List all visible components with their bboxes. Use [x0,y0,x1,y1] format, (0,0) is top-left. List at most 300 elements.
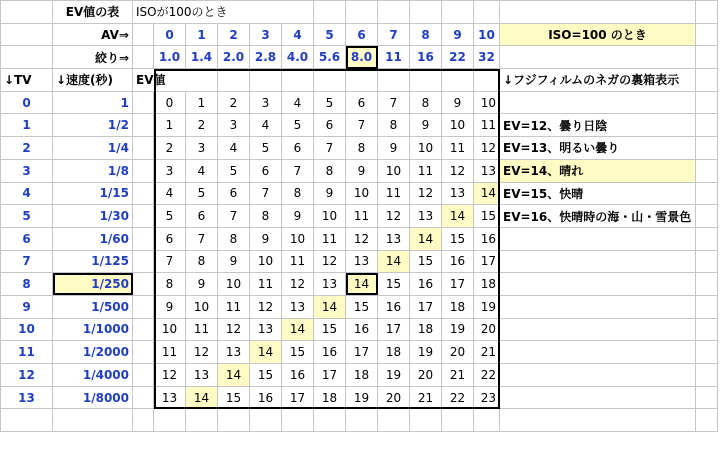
ev-value[interactable]: 15 [282,341,314,364]
ev-value[interactable]: 20 [442,341,474,364]
ev-value[interactable]: 7 [218,205,250,228]
empty-cell[interactable] [346,409,378,432]
tv-value[interactable]: 13 [1,386,53,409]
empty-cell[interactable] [378,69,410,92]
empty-cell[interactable] [696,91,718,114]
empty-cell[interactable] [133,159,154,182]
ev-value[interactable]: 10 [346,182,378,205]
ev-value[interactable]: 8 [218,227,250,250]
ev-value[interactable]: 16 [442,250,474,273]
ev-value[interactable]: 7 [154,250,186,273]
aperture-value[interactable]: 22 [442,46,474,69]
ev-value[interactable]: 18 [410,318,442,341]
empty-cell[interactable] [133,205,154,228]
note-cell[interactable] [500,341,696,364]
ev-value[interactable]: 5 [250,137,282,160]
sheet-subtitle[interactable]: ISOが100のとき [133,1,314,24]
ev-value[interactable]: 18 [346,364,378,387]
ev-value[interactable]: 5 [186,182,218,205]
ev-value[interactable]: 3 [250,91,282,114]
ev-value[interactable]: 10 [282,227,314,250]
empty-cell[interactable] [410,69,442,92]
empty-cell[interactable] [133,295,154,318]
empty-cell[interactable] [696,318,718,341]
ev-value[interactable]: 14 [474,182,500,205]
ev-value[interactable]: 8 [250,205,282,228]
ev-value[interactable]: 10 [410,137,442,160]
ev-value[interactable]: 3 [154,159,186,182]
ev-value[interactable]: 5 [314,91,346,114]
empty-cell[interactable] [133,273,154,296]
ev-value[interactable]: 18 [474,273,500,296]
speed-value[interactable]: 1/4000 [53,364,133,387]
ev-value[interactable]: 14 [410,227,442,250]
empty-cell[interactable] [696,46,718,69]
ev-value[interactable]: 18 [442,295,474,318]
ev-value[interactable]: 4 [154,182,186,205]
ev-value[interactable]: 7 [282,159,314,182]
ev-value[interactable]: 12 [346,227,378,250]
empty-cell[interactable] [1,1,53,24]
empty-cell[interactable] [186,409,218,432]
ev-value[interactable]: 11 [314,227,346,250]
ev-value[interactable]: 14 [250,341,282,364]
empty-cell[interactable] [218,69,250,92]
empty-cell[interactable] [696,295,718,318]
empty-cell[interactable] [442,409,474,432]
ev-value[interactable]: 11 [218,295,250,318]
empty-cell[interactable] [346,1,378,24]
ev-value[interactable]: 19 [410,341,442,364]
ev-value[interactable]: 13 [186,364,218,387]
aperture-value[interactable]: 4.0 [282,46,314,69]
empty-cell[interactable] [133,386,154,409]
ev-value[interactable]: 12 [314,250,346,273]
ev-value[interactable]: 9 [154,295,186,318]
empty-cell[interactable] [133,318,154,341]
empty-cell[interactable] [696,182,718,205]
ev-value[interactable]: 4 [250,114,282,137]
aperture-row [1,46,718,69]
ev-value[interactable]: 16 [314,341,346,364]
aperture-value[interactable]: 16 [410,46,442,69]
ev-value[interactable]: 12 [474,137,500,160]
ev-value[interactable]: 11 [250,273,282,296]
ev-value[interactable]: 8 [314,159,346,182]
ev-value[interactable]: 12 [442,159,474,182]
ev-value[interactable]: 13 [282,295,314,318]
aperture-value[interactable]: 2.8 [250,46,282,69]
empty-cell[interactable] [378,409,410,432]
ev-value[interactable]: 17 [474,250,500,273]
ev-value[interactable]: 9 [314,182,346,205]
empty-cell[interactable] [133,250,154,273]
ev-value[interactable]: 8 [378,114,410,137]
note-cell[interactable]: EV=15、快晴 [500,182,696,205]
ev-value[interactable]: 15 [250,364,282,387]
speed-value[interactable]: 1/2000 [53,341,133,364]
tv-value[interactable]: 9 [1,295,53,318]
ev-value[interactable]: 22 [442,386,474,409]
ev-value[interactable]: 16 [250,386,282,409]
empty-cell[interactable] [474,409,500,432]
ev-value[interactable]: 17 [346,341,378,364]
empty-cell[interactable] [696,23,718,46]
speed-value[interactable]: 1/15 [53,182,133,205]
av-label[interactable]: AV⇒ [53,23,133,46]
empty-cell[interactable] [133,409,154,432]
ev-value[interactable]: 6 [346,91,378,114]
empty-cell[interactable] [696,227,718,250]
tv-value[interactable]: 10 [1,318,53,341]
note-cell[interactable]: EV=12、曇り日陰 [500,114,696,137]
ev-value[interactable]: 14 [186,386,218,409]
ev-value[interactable]: 7 [186,227,218,250]
ev-value[interactable]: 14 [442,205,474,228]
speed-value[interactable]: 1/1000 [53,318,133,341]
ev-value[interactable]: 20 [474,318,500,341]
empty-cell[interactable] [314,409,346,432]
empty-cell[interactable] [250,69,282,92]
speed-value[interactable]: 1/30 [53,205,133,228]
ev-value[interactable]: 16 [346,318,378,341]
ev-value[interactable]: 2 [186,114,218,137]
ev-value[interactable]: 10 [186,295,218,318]
empty-cell[interactable] [133,46,154,69]
ev-value[interactable]: 12 [218,318,250,341]
fuji-header[interactable]: ↓フジフィルムのネガの裏箱表示 [500,69,696,92]
speed-value[interactable]: 1/125 [53,250,133,273]
ev-value[interactable]: 4 [186,159,218,182]
tv-value[interactable]: 3 [1,159,53,182]
empty-cell[interactable] [696,250,718,273]
ev-value[interactable]: 0 [154,91,186,114]
aperture-label[interactable]: 絞り⇒ [53,46,133,69]
ev-value[interactable]: 22 [474,364,500,387]
ev-value[interactable]: 15 [474,205,500,228]
speed-header[interactable]: ↓速度(秒) [53,69,133,92]
ev-value[interactable]: 3 [186,137,218,160]
speed-value[interactable]: 1/500 [53,295,133,318]
ev-value[interactable]: 19 [442,318,474,341]
empty-cell[interactable] [500,46,696,69]
ev-value[interactable]: 13 [218,341,250,364]
av-value[interactable]: 3 [250,23,282,46]
ev-value[interactable]: 13 [314,273,346,296]
note-cell[interactable]: EV=16、快晴時の海・山・雪景色 [500,205,696,228]
ev-value[interactable]: 21 [442,364,474,387]
ev-value[interactable]: 16 [282,364,314,387]
sheet-title[interactable]: EV値の表 [53,1,133,24]
empty-cell[interactable] [133,91,154,114]
ev-value[interactable]: 19 [378,364,410,387]
empty-cell[interactable] [696,159,718,182]
tv-value[interactable]: 11 [1,341,53,364]
ev-value[interactable]: 14 [282,318,314,341]
ev-value[interactable]: 10 [474,91,500,114]
ev-value[interactable]: 9 [346,159,378,182]
empty-cell[interactable] [410,409,442,432]
tv-value[interactable]: 7 [1,250,53,273]
iso-label[interactable]: ISO=100 のとき [500,23,696,46]
ev-value[interactable]: 1 [154,114,186,137]
ev-value[interactable]: 15 [314,318,346,341]
empty-cell[interactable] [696,205,718,228]
ev-header[interactable]: EV値 [133,69,218,92]
note-cell[interactable] [500,386,696,409]
ev-value[interactable]: 13 [474,159,500,182]
ev-value[interactable]: 11 [410,159,442,182]
ev-value[interactable]: 11 [282,250,314,273]
tv-value[interactable]: 1 [1,114,53,137]
empty-cell[interactable] [500,409,696,432]
aperture-value[interactable]: 32 [474,46,500,69]
ev-value[interactable]: 20 [410,364,442,387]
ev-value[interactable]: 17 [442,273,474,296]
ev-value[interactable]: 10 [154,318,186,341]
note-cell[interactable] [500,250,696,273]
av-value[interactable]: 0 [154,23,186,46]
ev-value[interactable]: 9 [250,227,282,250]
av-value[interactable]: 2 [218,23,250,46]
ev-value[interactable]: 16 [474,227,500,250]
note-cell[interactable] [500,364,696,387]
ev-value[interactable]: 21 [474,341,500,364]
ev-value[interactable]: 7 [378,91,410,114]
ev-value[interactable]: 9 [186,273,218,296]
ev-value[interactable]: 11 [442,137,474,160]
ev-value[interactable]: 19 [474,295,500,318]
empty-cell[interactable] [696,69,718,92]
empty-cell[interactable] [696,341,718,364]
empty-cell[interactable] [696,137,718,160]
ev-value[interactable]: 7 [250,182,282,205]
empty-cell[interactable] [442,1,474,24]
empty-cell[interactable] [314,69,346,92]
ev-value[interactable]: 2 [154,137,186,160]
ev-value[interactable]: 8 [282,182,314,205]
ev-value[interactable]: 17 [410,295,442,318]
speed-value[interactable]: 1/2 [53,114,133,137]
empty-cell[interactable] [133,182,154,205]
tv-value[interactable]: 6 [1,227,53,250]
empty-cell[interactable] [696,273,718,296]
empty-cell[interactable] [1,46,53,69]
ev-value[interactable]: 10 [442,114,474,137]
ev-value[interactable]: 17 [282,386,314,409]
note-cell[interactable] [500,295,696,318]
ev-value[interactable]: 15 [218,386,250,409]
ev-value[interactable]: 5 [154,205,186,228]
av-value[interactable]: 5 [314,23,346,46]
ev-value[interactable]: 21 [410,386,442,409]
ev-value[interactable]: 13 [410,205,442,228]
ev-value[interactable]: 10 [250,250,282,273]
ev-value[interactable]: 11 [154,341,186,364]
ev-value[interactable]: 8 [346,137,378,160]
speed-value[interactable]: 1/4 [53,137,133,160]
ev-value[interactable]: 11 [378,182,410,205]
ev-value[interactable]: 12 [378,205,410,228]
ev-value[interactable]: 6 [250,159,282,182]
ev-value[interactable]: 12 [282,273,314,296]
ev-value[interactable]: 10 [314,205,346,228]
ev-value[interactable]: 19 [346,386,378,409]
speed-value[interactable]: 1/250 [53,273,133,296]
empty-cell[interactable] [696,409,718,432]
aperture-value[interactable]: 1.4 [186,46,218,69]
ev-value[interactable]: 12 [186,341,218,364]
tv-value[interactable]: 5 [1,205,53,228]
av-value[interactable]: 4 [282,23,314,46]
ev-value[interactable]: 11 [186,318,218,341]
ev-value[interactable]: 14 [346,273,378,296]
ev-value[interactable]: 10 [218,273,250,296]
ev-value[interactable]: 15 [378,273,410,296]
ev-value[interactable]: 17 [378,318,410,341]
note-cell[interactable] [500,227,696,250]
ev-value[interactable]: 8 [410,91,442,114]
aperture-value[interactable]: 1.0 [154,46,186,69]
ev-value[interactable]: 15 [410,250,442,273]
empty-cell[interactable] [133,227,154,250]
ev-value[interactable]: 7 [314,137,346,160]
empty-cell[interactable] [282,409,314,432]
note-cell[interactable] [500,273,696,296]
ev-value[interactable]: 2 [218,91,250,114]
ev-value[interactable]: 14 [314,295,346,318]
ev-value[interactable]: 1 [186,91,218,114]
ev-value[interactable]: 13 [346,250,378,273]
ev-value[interactable]: 5 [282,114,314,137]
aperture-value[interactable]: 8.0 [346,46,378,69]
av-value[interactable]: 7 [378,23,410,46]
empty-cell[interactable] [474,1,500,24]
ev-value[interactable]: 9 [218,250,250,273]
empty-cell[interactable] [378,1,410,24]
ev-value[interactable]: 9 [282,205,314,228]
ev-value[interactable]: 13 [378,227,410,250]
empty-cell[interactable] [133,364,154,387]
empty-cell[interactable] [500,1,696,24]
empty-cell[interactable] [696,1,718,24]
ev-value[interactable]: 13 [154,386,186,409]
note-cell[interactable] [500,318,696,341]
note-cell[interactable]: EV=14、晴れ [500,159,696,182]
ev-value[interactable]: 7 [346,114,378,137]
ev-value[interactable]: 13 [442,182,474,205]
ev-value[interactable]: 4 [218,137,250,160]
empty-cell[interactable] [133,341,154,364]
ev-value[interactable]: 6 [282,137,314,160]
ev-value[interactable]: 11 [474,114,500,137]
empty-row [1,409,718,432]
av-value[interactable]: 9 [442,23,474,46]
empty-cell[interactable] [442,69,474,92]
tv-value[interactable]: 8 [1,273,53,296]
av-value[interactable]: 10 [474,23,500,46]
note-cell[interactable]: EV=13、明るい曇り [500,137,696,160]
av-value[interactable]: 8 [410,23,442,46]
ev-value[interactable]: 10 [378,159,410,182]
av-value[interactable]: 1 [186,23,218,46]
ev-value[interactable]: 12 [154,364,186,387]
ev-value[interactable]: 15 [346,295,378,318]
ev-value[interactable]: 4 [282,91,314,114]
empty-cell[interactable] [154,409,186,432]
aperture-value[interactable]: 2.0 [218,46,250,69]
aperture-value[interactable]: 11 [378,46,410,69]
ev-value[interactable]: 12 [410,182,442,205]
ev-value[interactable]: 8 [186,250,218,273]
empty-cell[interactable] [1,23,53,46]
ev-value[interactable]: 11 [346,205,378,228]
empty-cell[interactable] [1,409,53,432]
speed-value[interactable]: 1/8 [53,159,133,182]
note-cell[interactable] [500,91,696,114]
empty-cell[interactable] [474,69,500,92]
tv-value[interactable]: 2 [1,137,53,160]
speed-value[interactable]: 1/8000 [53,386,133,409]
empty-cell[interactable] [133,137,154,160]
empty-cell[interactable] [53,409,133,432]
av-value[interactable]: 6 [346,23,378,46]
empty-cell[interactable] [410,1,442,24]
ev-value[interactable]: 14 [218,364,250,387]
ev-value[interactable]: 6 [218,182,250,205]
ev-value[interactable]: 9 [442,91,474,114]
tv-value[interactable]: 4 [1,182,53,205]
empty-cell[interactable] [696,114,718,137]
empty-cell[interactable] [696,364,718,387]
ev-value[interactable]: 13 [250,318,282,341]
ev-value[interactable]: 8 [154,273,186,296]
empty-cell[interactable] [314,1,346,24]
ev-value[interactable]: 18 [378,341,410,364]
aperture-value[interactable]: 5.6 [314,46,346,69]
ev-row [1,205,718,228]
ev-value[interactable]: 9 [378,137,410,160]
ev-value[interactable]: 12 [250,295,282,318]
ev-value[interactable]: 14 [378,250,410,273]
tv-value[interactable]: 12 [1,364,53,387]
tv-value[interactable]: 0 [1,91,53,114]
empty-cell[interactable] [218,409,250,432]
ev-value[interactable]: 6 [186,205,218,228]
empty-cell[interactable] [250,409,282,432]
speed-value[interactable]: 1/60 [53,227,133,250]
empty-cell[interactable] [696,386,718,409]
ev-value[interactable]: 6 [314,114,346,137]
empty-cell[interactable] [133,114,154,137]
speed-value[interactable]: 1 [53,91,133,114]
empty-cell[interactable] [346,69,378,92]
ev-value[interactable]: 23 [474,386,500,409]
empty-cell[interactable] [282,69,314,92]
ev-value[interactable]: 16 [410,273,442,296]
ev-value[interactable]: 5 [218,159,250,182]
ev-value[interactable]: 3 [218,114,250,137]
ev-value[interactable]: 17 [314,364,346,387]
ev-value[interactable]: 15 [442,227,474,250]
ev-value[interactable]: 18 [314,386,346,409]
ev-value[interactable]: 20 [378,386,410,409]
empty-cell[interactable] [133,23,154,46]
ev-value[interactable]: 9 [410,114,442,137]
ev-value[interactable]: 6 [154,227,186,250]
ev-value[interactable]: 16 [378,295,410,318]
tv-header[interactable]: ↓TV [1,69,53,92]
